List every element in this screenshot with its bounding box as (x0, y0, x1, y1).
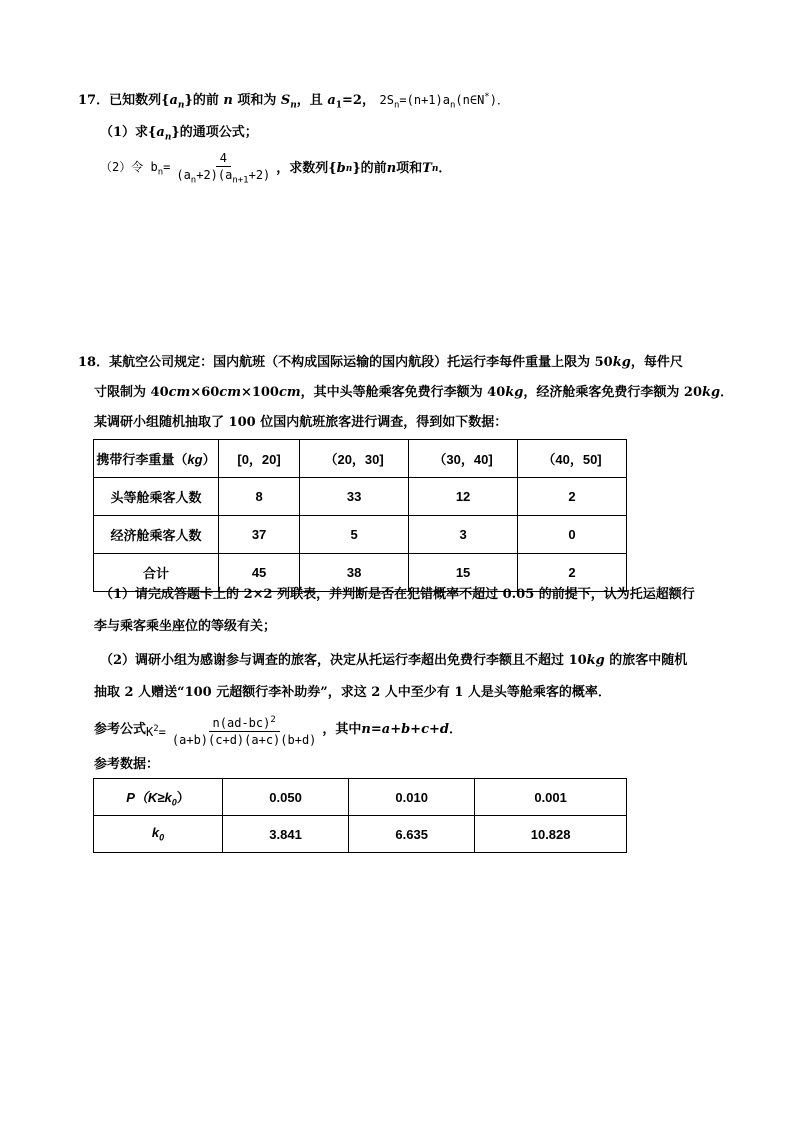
table-cell: 33 (300, 478, 409, 516)
table-row (94, 516, 627, 554)
table-cell: 0 (518, 516, 627, 554)
question-18-part-1-line-2: 李与乘客乘坐座位的等级有关； (94, 619, 277, 634)
table-cell: 0.050 (223, 779, 349, 816)
q17-fraction: $\frac{4}{(a_n+2)(a_{n+1}+2)}$ (176, 151, 271, 186)
table-cell: $k_0$ (94, 816, 223, 853)
question-17-part-1: （1）求$\{a_n\}$的通项公式； (100, 125, 258, 143)
question-18-line-1: 18．某航空公司规定：国内航班（不构成国际运输的国内航段）托运行李每件重量上限为 50kg，每件尺 (78, 355, 683, 370)
table-cell: 2 (518, 554, 627, 592)
table-cell: $P(K\ge k_0)$ (94, 779, 223, 816)
table-cell: 12 (409, 478, 518, 516)
table-cell: 头等舱乘客人数 (94, 478, 219, 516)
table-header-cell: （20，30] (300, 440, 409, 478)
table-cell: 3 (409, 516, 518, 554)
reference-data-table (93, 778, 627, 853)
question-18-part-2-line-1: （2）调研小组为感谢参与调查的旅客，决定从托运行李超出免费行李额且不超过 10kg 的旅客中随机 (100, 653, 688, 668)
table-header-cell: 携带行李重量（kg） (94, 440, 219, 478)
table-header-cell: （30，40] (409, 440, 518, 478)
question-18-part-2-line-2: 抽取 2 人赠送“100 元超额行李补助券”，求这 2 人中至少有 1 人是头等舱乘客的概率． (94, 685, 611, 700)
question-18-line-2: 寸限制为 40cm×60cm×100cm，其中头等舱乘客免费行李额为 40kg，经济舱乘客免费行李额为 20kg． (94, 385, 734, 400)
table-cell: 3.841 (223, 816, 349, 853)
table-header-cell: [0，20] (219, 440, 300, 478)
table-cell: 2 (518, 478, 627, 516)
table-header-cell: （40，50] (518, 440, 627, 478)
table-cell: 合计 (94, 554, 219, 592)
reference-data-label: 参考数据： (94, 757, 160, 772)
table-cell: 5 (300, 516, 409, 554)
table-cell: 0.001 (475, 779, 627, 816)
table-cell: 经济舱乘客人数 (94, 516, 219, 554)
formula-fraction: $\frac{n(ad-bc)^2}{(a+b)(c+d)(a+c)(b+d)}$ (168, 712, 321, 748)
question-18-line-3: 某调研小组随机抽取了 100 位国内航班旅客进行调查，得到如下数据： (94, 415, 508, 430)
table-cell: 37 (219, 516, 300, 554)
table-cell: 38 (300, 554, 409, 592)
q17-formula: $2S_n=(n+1)a_n(n\in N^*)$． (379, 92, 509, 111)
table-cell: 45 (219, 554, 300, 592)
table-cell: 8 (219, 478, 300, 516)
reference-formula: 参考公式 $K^2=$ $\frac{n(ad-bc)^2}{(a+b)(c+d)(a+c)(b+d)}$ ，其中 n=a+b+c+d ． (94, 710, 462, 750)
table-cell: 10.828 (475, 816, 627, 853)
table-cell: 6.635 (349, 816, 475, 853)
table-row (94, 478, 627, 516)
table-row (94, 779, 627, 816)
table-row (94, 816, 627, 853)
table-cell: 15 (409, 554, 518, 592)
question-17-stem: 17．已知数列$\{a_n\}$的前 n 项和为 $S_n$，且 $a_1=2$， $2S_n=(n+1)a_n(n\in N^*)$． (78, 92, 509, 111)
question-17-part-2: （2）令 $b_n=$ $\frac{4}{(a_n+2)(a_{n+1}+2)}$ ，求数列{ b n }的前 n 项和 T n ． (100, 150, 451, 188)
table-cell: 0.010 (349, 779, 475, 816)
question-18-part-1-line-1: （1）请完成答题卡上的 2×2 列联表，并判断是否在犯错概率不超过 0.05 的前提下，认为托运超额行 (100, 587, 695, 602)
table-header-row (94, 440, 627, 478)
luggage-data-table (93, 439, 627, 592)
